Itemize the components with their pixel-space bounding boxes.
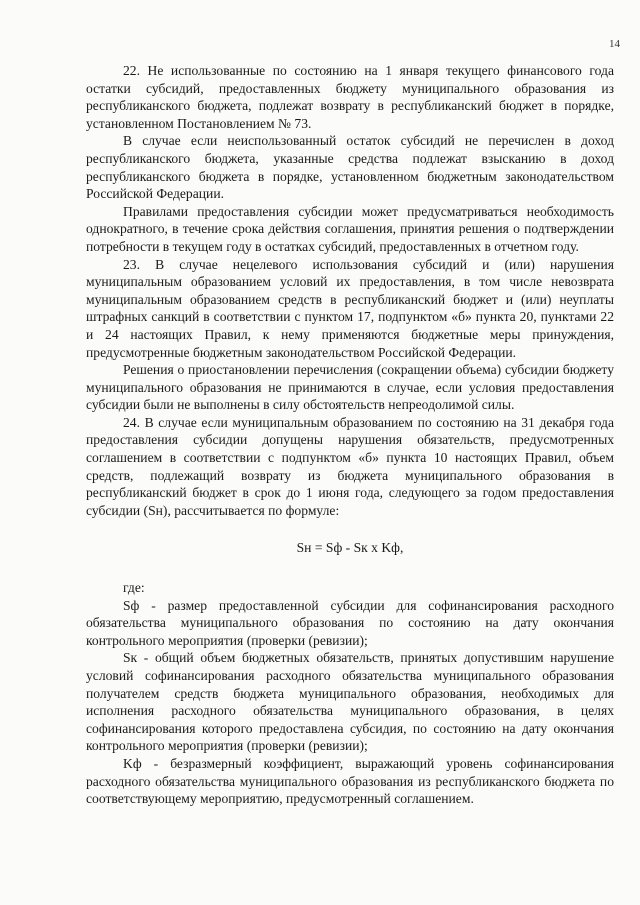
page-number: 14 [609, 38, 620, 50]
paragraph-23-suspension: Решения о приостановлении перечисления (сокращении объема) субсидии бюджету муниципального образования не принимаются в случае, если условия предоставления субсидии были не выполнены в силу обстоятельств непреодолимой силы. [86, 362, 614, 413]
formula-where-label: где: [123, 580, 145, 596]
paragraph-22-returns: 22. Не использованные по состоянию на 1 января текущего финансового года остатки субсидий, предоставленных бюджету муниципального образования из республиканского бюджета, подлежат возврату в республиканский бюджет в порядке, установленном Постановлением № 73. [86, 63, 614, 131]
formula: Sн = Sф - Sк x Kф, [296, 540, 404, 556]
paragraph-22-need-decision: Правилами предоставления субсидии может предусматриваться необходимость однократного, в течение срока действия соглашения, принятия решения о подтверждении потребности в текущем году в остатках субсидий, предоставленных в отчетном году. [86, 203, 614, 254]
definition-sk: Sк - общий объем бюджетных обязательств, принятых допустившим нарушение условий софинансирования расходного обязательства муниципального образования получателем средств бюджета муниципального образования, необходимых для исполнения расходного обязательства муниципального образования, в целях софинансирования которого предоставлена субсидия, по состоянию на дату окончания контрольного мероприятия (проверки (ревизии); [86, 650, 614, 754]
paragraph-24-violations: 24. В случае если муниципальным образованием по состоянию на 31 декабря года предоставления субсидии допущены нарушения обязательств, предусмотренных соглашением в соответствии с подпунктом «б» пункта 10 настоящих Правил, объем средств, подлежащий возврату из бюджета муниципального образования в республиканский бюджет в срок до 1 июня года, следующего за годом предоставления субсидии (Sн), рассчитывается по формуле: [86, 414, 614, 518]
paragraph-22-recovery: В случае если неиспользованный остаток субсидий не перечислен в доход республиканского бюджета, указанные средства подлежат взысканию в доход республиканского бюджета в порядке, установленном бюджетным законодательством Российской Федерации. [86, 133, 614, 202]
document-body [86, 62, 614, 808]
paragraph-23-misuse: 23. В случае нецелевого использования субсидий и (или) нарушения муниципальным образованием условий их предоставления, в том числе невозврата муниципальным образованием средств в республиканский бюджет и (или) неуплаты штрафных санкций в соответствии с пунктом 17, подпунктом «б» пункта 20, пунктами 22 и 24 настоящих Правил, к нему применяются бюджетные меры принуждения, предусмотренные бюджетным законодательством Российской Федерации. [86, 256, 614, 360]
definition-sf: Sф - размер предоставленной субсидии для софинансирования расходного обязательства муниципального образования по состоянию на дату окончания контрольного мероприятия (проверки (ревизии); [86, 597, 614, 648]
definition-kf: Kф - безразмерный коэффициент, выражающий уровень софинансирования расходного обязательства муниципального образования из республиканского бюджета по соответствующему мероприятию, предусмотренный соглашением. [86, 755, 614, 807]
